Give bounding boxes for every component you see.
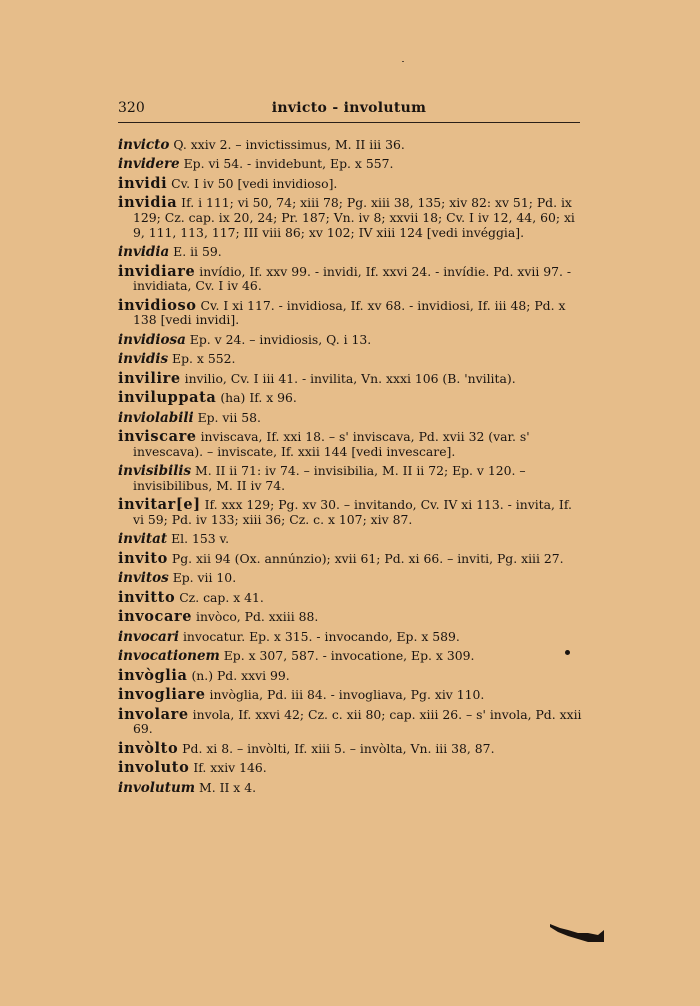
entry-17: [118, 571, 584, 586]
entry-6: [118, 296, 584, 328]
entry-headword: invidiosa: [118, 331, 186, 348]
entry-references: Pd. xi 8. – invòlti, If. xiii 5. – invòlta, Vn. iii 38, 87.: [178, 740, 495, 756]
entry-9: [118, 369, 584, 387]
entry-headword: invocationem: [118, 648, 220, 665]
entry-16: [118, 549, 584, 567]
entry-references: (n.) Pd. xxvi 99.: [187, 667, 290, 683]
page-header: [118, 100, 580, 122]
entry-headword: invito: [118, 549, 168, 567]
entry-headword: invidis: [118, 351, 169, 368]
entry-references: Pg. xii 94 (Ox. annúnzio); xvii 61; Pd. xi 66. – inviti, Pg. xiii 27.: [167, 550, 564, 566]
entry-headword: invòlto: [118, 739, 179, 757]
entry-23: [118, 688, 584, 703]
entry-7: [118, 333, 584, 348]
entry-headword: invidia: [118, 194, 178, 212]
entry-references: Ep. vii 10.: [168, 570, 237, 586]
entry-5: [118, 262, 584, 294]
entry-references: Cz. cap. x 41.: [175, 589, 264, 605]
entry-headword: invitat: [118, 531, 168, 548]
entry-headword: invicto: [118, 137, 170, 153]
entry-references: invòglia, Pd. iii 84. - invogliava, Pg. xiv 110.: [205, 687, 485, 703]
library-stamp-mark: [548, 918, 604, 944]
entry-references: invilio, Cv. I iii 41. - invilita, Vn. xxxi 106 (B. 'nvilita).: [180, 370, 516, 386]
entry-headword: invidere: [118, 156, 180, 173]
entry-headword: invòglia: [118, 666, 188, 684]
entry-references: El. 153 v.: [167, 531, 230, 547]
entry-11: [118, 411, 584, 426]
entry-headword: invitos: [118, 570, 169, 587]
entry-21: [118, 649, 584, 664]
entry-references: Ep. x 552.: [168, 351, 236, 367]
entry-2: [118, 174, 584, 192]
entry-references: Ep. vii 58.: [193, 409, 261, 425]
entry-26: [118, 761, 584, 776]
entry-12: [118, 430, 584, 459]
entry-references: Ep. x 307, 587. - invocatione, Ep. x 309.: [219, 648, 475, 664]
entry-headword: involare: [118, 705, 189, 723]
entry-8: [118, 352, 584, 367]
entry-references: E. ii 59.: [169, 244, 222, 260]
entry-1: [118, 157, 584, 172]
entry-headword: invisibilis: [118, 463, 192, 480]
entry-headword: invidi: [118, 174, 168, 192]
entry-22: [118, 666, 584, 684]
entry-4: [118, 245, 584, 260]
entry-headword: invocare: [118, 608, 193, 626]
entry-references: Ep. v 24. – invidiosis, Q. i 13.: [185, 331, 372, 347]
ink-dot: [565, 650, 570, 655]
entry-10: [118, 391, 584, 406]
entry-25: [118, 739, 584, 757]
entry-references: Cv. I xi 117. - invidiosa, If. xv 68. - invidiosi, If. iii 48; Pd. x 138 [vedi invidi].: [133, 297, 566, 328]
entry-headword: invilire: [118, 369, 181, 387]
entry-references: invola, If. xxvi 42; Cz. c. xii 80; cap. xiii 26. – s' invola, Pd. xxii 69.: [133, 706, 582, 737]
entry-references: M. II ii 71: iv 74. – invisibilia, M. II ii 72; Ep. v 120. – invisibilibus, M. II iv 74.: [133, 463, 526, 493]
entry-3: [118, 196, 584, 240]
entry-headword: invidiare: [118, 262, 196, 280]
entry-19: [118, 610, 584, 625]
entry-18: [118, 588, 584, 606]
speck: [402, 61, 404, 62]
entry-references: M. II x 4.: [195, 779, 257, 795]
entry-references: (ha) If. x 96.: [216, 390, 297, 406]
entry-15: [118, 532, 584, 547]
entry-references: invídio, If. xxv 99. - invidi, If. xxvi 24. - invídie. Pd. xvii 97. - invidiata, Cv. I iv 46.: [133, 263, 572, 294]
header-rule: [118, 122, 580, 123]
entry-13: [118, 464, 584, 493]
entry-headword: involutum: [118, 779, 196, 796]
entry-24: [118, 705, 584, 737]
entry-headword: invidioso: [118, 296, 197, 314]
entry-references: inviscava, If. xxi 18. – s' inviscava, Pd. xvii 32 (var. s' invescava). – inviscate, If. xxii 144 [vedi invescare].: [133, 429, 530, 459]
entry-headword: inviluppata: [118, 389, 217, 407]
entry-headword: invogliare: [118, 686, 206, 704]
entry-references: Cv. I iv 50 [vedi invidioso].: [167, 175, 338, 191]
entry-headword: inviscare: [118, 428, 197, 446]
entry-headword: invitto: [118, 588, 176, 606]
entry-headword: involuto: [118, 759, 190, 777]
entry-headword: invocari: [118, 628, 180, 645]
entry-references: If. xxx 129; Pg. xv 30. – invitando, Cv. IV xi 113. - invita, If. vi 59; Pd. iv 133; xiii 36; Cz. c. x 107; xiv 87.: [133, 497, 572, 527]
entry-headword: inviolabili: [118, 409, 194, 426]
entry-references: invòco, Pd. xxiii 88.: [192, 609, 319, 625]
entry-20: [118, 630, 584, 645]
entry-references: If. xxiv 146.: [189, 760, 267, 776]
entry-references: Q. xxiv 2. – invictissimus, M. II iii 36.: [169, 137, 405, 152]
entry-references: Ep. vi 54. - invidebunt, Ep. x 557.: [179, 156, 394, 172]
entry-14: [118, 498, 584, 527]
dictionary-entries: [118, 138, 584, 800]
page-number: 320: [118, 100, 145, 116]
entry-references: If. i 111; vi 50, 74; xiii 78; Pg. xiii 38, 135; xiv 82: xv 51; Pd. ix 129; Cz. cap. ix 20, 24; Pr. 187; Vn. iv 8; xxvii 18; Cv. I iv 12, 44, 60; xi 9, 111, 113, 117; III viii 86; xv 102; IV xiii 124 [vedi invéggia].: [133, 195, 575, 240]
entry-headword: invitar[e]: [118, 496, 201, 514]
entry-27: [118, 781, 584, 796]
entry-references: invocatur. Ep. x 315. - invocando, Ep. x 589.: [179, 628, 460, 644]
entry-0: [118, 138, 584, 153]
running-title: invicto - involutum: [271, 100, 427, 116]
entry-headword: invidia: [118, 244, 170, 261]
